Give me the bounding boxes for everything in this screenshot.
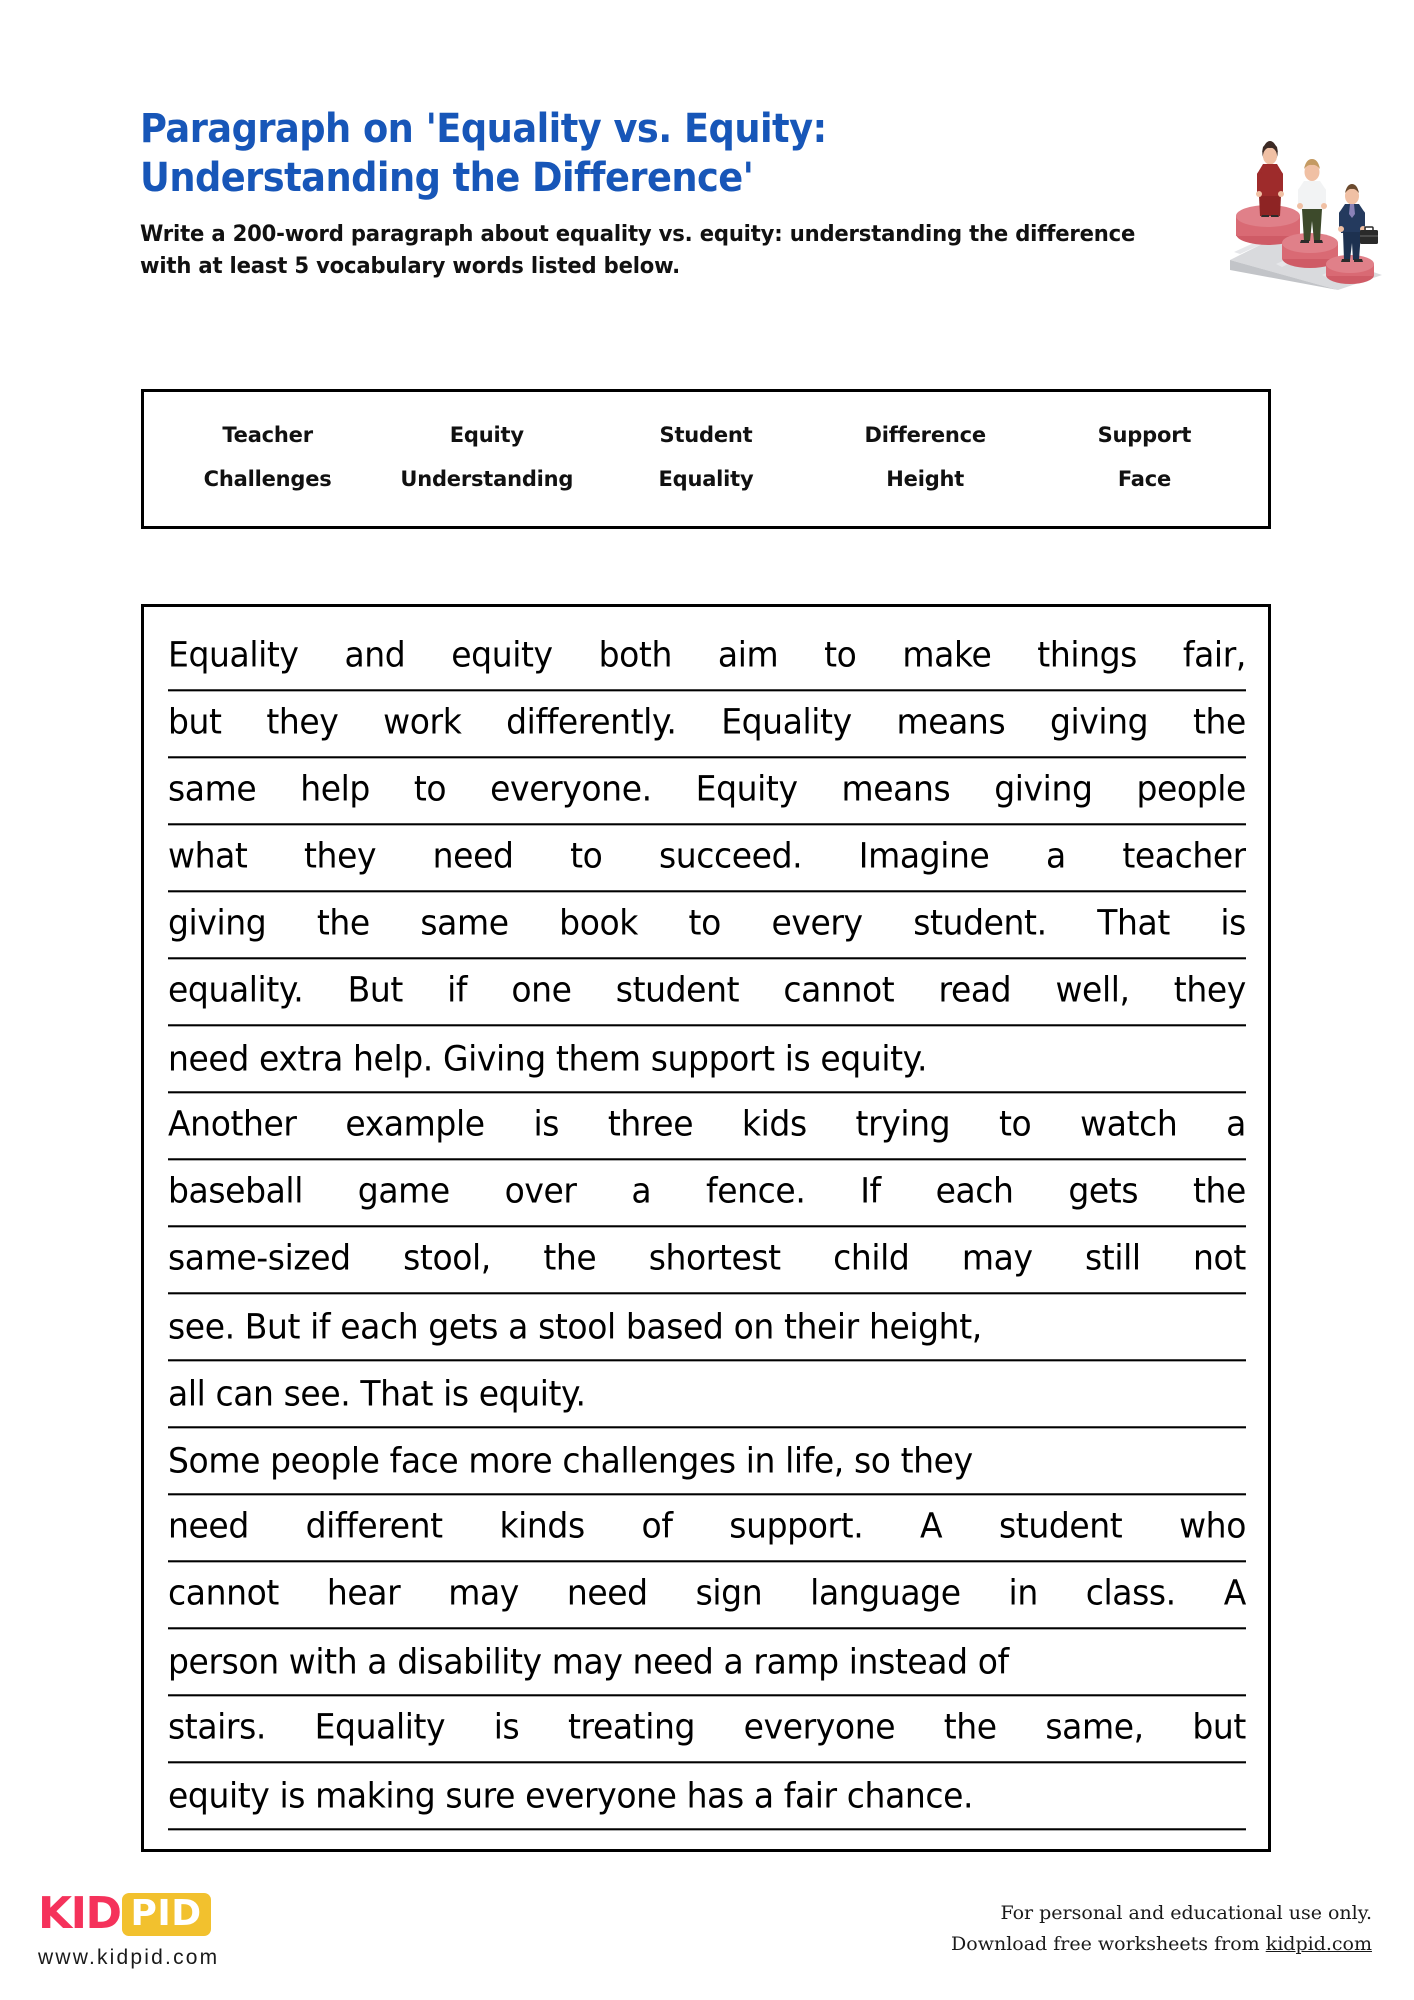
answer-word: student	[998, 1505, 1123, 1546]
answer-word: the	[943, 1706, 997, 1747]
vocabulary-word: Difference	[864, 423, 986, 447]
vocabulary-word: Teacher	[222, 423, 313, 447]
vocabulary-word: Support	[1097, 423, 1192, 447]
answer-word: differently.	[506, 701, 677, 742]
answer-line	[168, 689, 1246, 759]
vocabulary-word: Height	[886, 467, 965, 491]
answer-line	[168, 890, 1246, 960]
answer-word: gets	[1068, 1170, 1139, 1211]
answer-line	[168, 1091, 1246, 1161]
answer-word: over	[504, 1170, 577, 1211]
answer-word: still	[1085, 1237, 1141, 1278]
answer-word: to	[570, 835, 603, 876]
answer-word: game	[357, 1170, 450, 1211]
answer-word: teacher	[1122, 835, 1246, 876]
answer-word: need	[168, 1505, 249, 1546]
answer-word: to	[688, 902, 721, 943]
answer-word: the	[1192, 701, 1246, 742]
answer-word: but	[1192, 1706, 1246, 1747]
answer-word: the	[1192, 1170, 1246, 1211]
answer-word: if	[447, 969, 468, 1010]
answer-word: make	[902, 634, 992, 675]
answer-word: giving	[168, 902, 267, 943]
vocabulary-word: Equality	[658, 467, 754, 491]
answer-line	[168, 1493, 1246, 1563]
logo-website-url: www.kidpid.com	[38, 1946, 220, 1969]
answer-word: aim	[717, 634, 779, 675]
answer-word: fence.	[706, 1170, 806, 1211]
answer-word: not	[1193, 1237, 1246, 1278]
answer-word: Equality	[168, 634, 299, 675]
answer-word: every	[771, 902, 863, 943]
answer-word: both	[598, 634, 672, 675]
vocabulary-word: Challenges	[203, 467, 332, 491]
answer-word: Equity	[695, 768, 798, 809]
vocabulary-word: Student	[659, 423, 753, 447]
answer-word: different	[305, 1505, 443, 1546]
three-people-on-pedestals-illustration	[1222, 112, 1382, 290]
answer-word: stool,	[403, 1237, 491, 1278]
vocabulary-word-bank	[141, 389, 1271, 529]
answer-word: things	[1037, 634, 1137, 675]
page-title: Paragraph on 'Equality vs. Equity: Understanding the Difference'	[140, 106, 827, 201]
vocabulary-word: Equity	[449, 423, 524, 447]
answer-word: kinds	[499, 1505, 585, 1546]
worksheet-header	[140, 105, 1230, 282]
answer-word: example	[345, 1103, 485, 1144]
answer-word: Equality	[721, 701, 852, 742]
worksheet-instructions: Write a 200-word paragraph about equality vs. equity: understanding the difference with at least 5 vocabulary words listed below.	[140, 220, 1136, 279]
kidpid-logo	[38, 1890, 368, 1970]
answer-line: equity is making sure everyone has a fair chance.	[168, 1761, 1246, 1831]
answer-line: Some people face more challenges in life, so they	[168, 1426, 1246, 1496]
answer-line	[168, 1158, 1246, 1228]
answer-word: But	[347, 969, 403, 1010]
answer-word: in	[1008, 1572, 1038, 1613]
answer-word: may	[961, 1237, 1033, 1278]
answer-word: Another	[168, 1103, 297, 1144]
vocabulary-word: Face	[1117, 467, 1171, 491]
answer-word: a	[631, 1170, 652, 1211]
answer-word: they	[304, 835, 377, 876]
answer-word: student.	[913, 902, 1047, 943]
answer-word: people	[1136, 768, 1246, 809]
answer-word: means	[841, 768, 951, 809]
answer-word: book	[559, 902, 638, 943]
answer-word: need	[432, 835, 514, 876]
answer-word: work	[383, 701, 462, 742]
footer-note-line-1: For personal and educational use only.	[1000, 1902, 1372, 1924]
answer-word: Equality	[314, 1706, 446, 1747]
answer-word: succeed.	[658, 835, 803, 876]
answer-line: all can see. That is equity.	[168, 1359, 1246, 1429]
answer-word: cannot	[783, 969, 895, 1010]
logo-mark	[38, 1890, 368, 1938]
answer-word: equality.	[168, 969, 304, 1010]
answer-word: three	[607, 1103, 694, 1144]
answer-word: to	[824, 634, 857, 675]
answer-word: of	[641, 1505, 673, 1546]
logo-pid-text: PID	[122, 1893, 211, 1936]
answer-word: each	[935, 1170, 1014, 1211]
answer-word: same-sized	[168, 1237, 351, 1278]
answer-word: watch	[1080, 1103, 1178, 1144]
answer-word: child	[833, 1237, 910, 1278]
answer-word: treating	[567, 1706, 696, 1747]
answer-word: class.	[1085, 1572, 1176, 1613]
answer-line	[168, 756, 1246, 826]
answer-word: same,	[1045, 1706, 1144, 1747]
answer-paragraph	[168, 623, 1246, 1829]
answer-line: need extra help. Giving them support is equity.	[168, 1024, 1246, 1094]
vocabulary-row	[158, 423, 1254, 447]
answer-word: sign	[695, 1572, 763, 1613]
answer-word: hear	[326, 1572, 401, 1613]
answer-writing-area[interactable]	[141, 604, 1271, 1852]
answer-word: means	[896, 701, 1006, 742]
answer-word: read	[938, 969, 1012, 1010]
answer-word: Imagine	[858, 835, 990, 876]
answer-word: help	[300, 768, 370, 809]
answer-word: trying	[855, 1103, 951, 1144]
answer-word: student	[615, 969, 740, 1010]
answer-word: stairs.	[168, 1706, 266, 1747]
answer-word: the	[316, 902, 370, 943]
answer-word: is	[1220, 902, 1246, 943]
answer-line	[168, 1560, 1246, 1630]
answer-line: see. But if each gets a stool based on their height,	[168, 1292, 1246, 1362]
answer-word: and	[344, 634, 406, 675]
answer-word: is	[493, 1706, 520, 1747]
answer-word: A	[920, 1505, 943, 1546]
answer-word: cannot	[168, 1572, 279, 1613]
answer-word: support.	[729, 1505, 864, 1546]
logo-kid-text: KID	[38, 1888, 121, 1939]
answer-word: giving	[1049, 701, 1149, 742]
footer-note-prefix: Download free worksheets from	[951, 1932, 1266, 1955]
answer-word: A	[1223, 1572, 1246, 1613]
vocabulary-word: Understanding	[400, 467, 574, 491]
answer-line	[168, 957, 1246, 1027]
footer-usage-note	[951, 1898, 1372, 1960]
answer-word: everyone	[743, 1706, 896, 1747]
answer-word: well,	[1055, 969, 1130, 1010]
answer-word: is	[533, 1103, 560, 1144]
footer-note-line-2	[951, 1929, 1372, 1960]
answer-word: a	[1226, 1103, 1246, 1144]
answer-line: person with a disability may need a ramp instead of	[168, 1627, 1246, 1697]
answer-word: one	[511, 969, 572, 1010]
answer-word: If	[860, 1170, 881, 1211]
answer-word: everyone.	[490, 768, 652, 809]
answer-word: same	[420, 902, 509, 943]
answer-word: same	[168, 768, 257, 809]
answer-line	[168, 1694, 1246, 1764]
answer-line	[168, 1225, 1246, 1295]
answer-word: they	[266, 701, 339, 742]
answer-word: language	[810, 1572, 961, 1613]
answer-word: to	[999, 1103, 1032, 1144]
answer-line	[168, 622, 1246, 692]
answer-word: what	[168, 835, 248, 876]
answer-word: That	[1097, 902, 1170, 943]
answer-word: baseball	[168, 1170, 303, 1211]
answer-word: may	[448, 1572, 519, 1613]
answer-word: but	[168, 701, 222, 742]
answer-word: to	[413, 768, 447, 809]
answer-word: a	[1045, 835, 1066, 876]
answer-word: giving	[994, 768, 1093, 809]
answer-word: the	[543, 1237, 597, 1278]
answer-word: kids	[741, 1103, 807, 1144]
answer-word: who	[1179, 1505, 1246, 1546]
answer-word: equity	[451, 634, 553, 675]
answer-word: they	[1173, 969, 1246, 1010]
answer-word: shortest	[648, 1237, 781, 1278]
answer-word: need	[566, 1572, 648, 1613]
vocabulary-row	[158, 467, 1254, 491]
answer-line	[168, 823, 1246, 893]
kidpid-link[interactable]: kidpid.com	[1265, 1932, 1372, 1955]
answer-word: fair,	[1182, 634, 1246, 675]
